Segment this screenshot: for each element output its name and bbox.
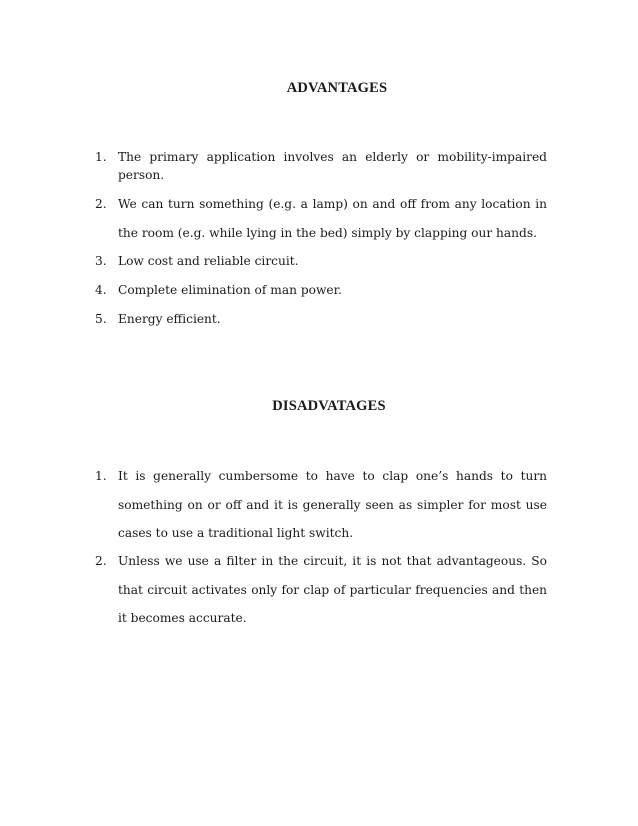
list-item-text: Energy efficient. — [118, 312, 221, 326]
advantages-heading: ADVANTAGES — [286, 80, 388, 96]
list-item — [95, 252, 547, 270]
list-item-number: 4. — [95, 283, 107, 297]
list-item-number: 1. — [95, 469, 107, 483]
list-item-number: 2. — [95, 197, 107, 211]
list-item-number: 3. — [95, 254, 107, 268]
list-item-text: Complete elimination of man power. — [118, 283, 342, 297]
list-item — [95, 467, 547, 548]
list-item-number: 5. — [95, 312, 107, 326]
list-item-text: Unless we use a filter in the circuit, it is not that advantageous. So that circuit activates only for clap of particular frequencies and then it becomes accurate. — [118, 554, 547, 625]
list-item — [95, 195, 547, 247]
list-item — [95, 281, 547, 299]
list-item-number: 1. — [95, 150, 107, 164]
list-item-text: We can turn something (e.g. a lamp) on and off from any location in the room (e.g. while lying in the bed) simply by clapping our hands. — [118, 197, 547, 240]
list-item-number: 2. — [95, 554, 107, 568]
list-item — [95, 552, 547, 633]
list-item-text: It is generally cumbersome to have to clap one’s hands to turn something on or off and it is generally seen as simpler for most use cases to use a traditional light switch. — [118, 469, 547, 540]
list-item — [95, 148, 547, 184]
list-item-text: Low cost and reliable circuit. — [118, 254, 299, 268]
list-item — [95, 310, 547, 328]
list-item-text: The primary application involves an elderly or mobility-impaired person. — [118, 150, 547, 182]
disadvantages-heading: DISADVATAGES — [272, 398, 386, 414]
